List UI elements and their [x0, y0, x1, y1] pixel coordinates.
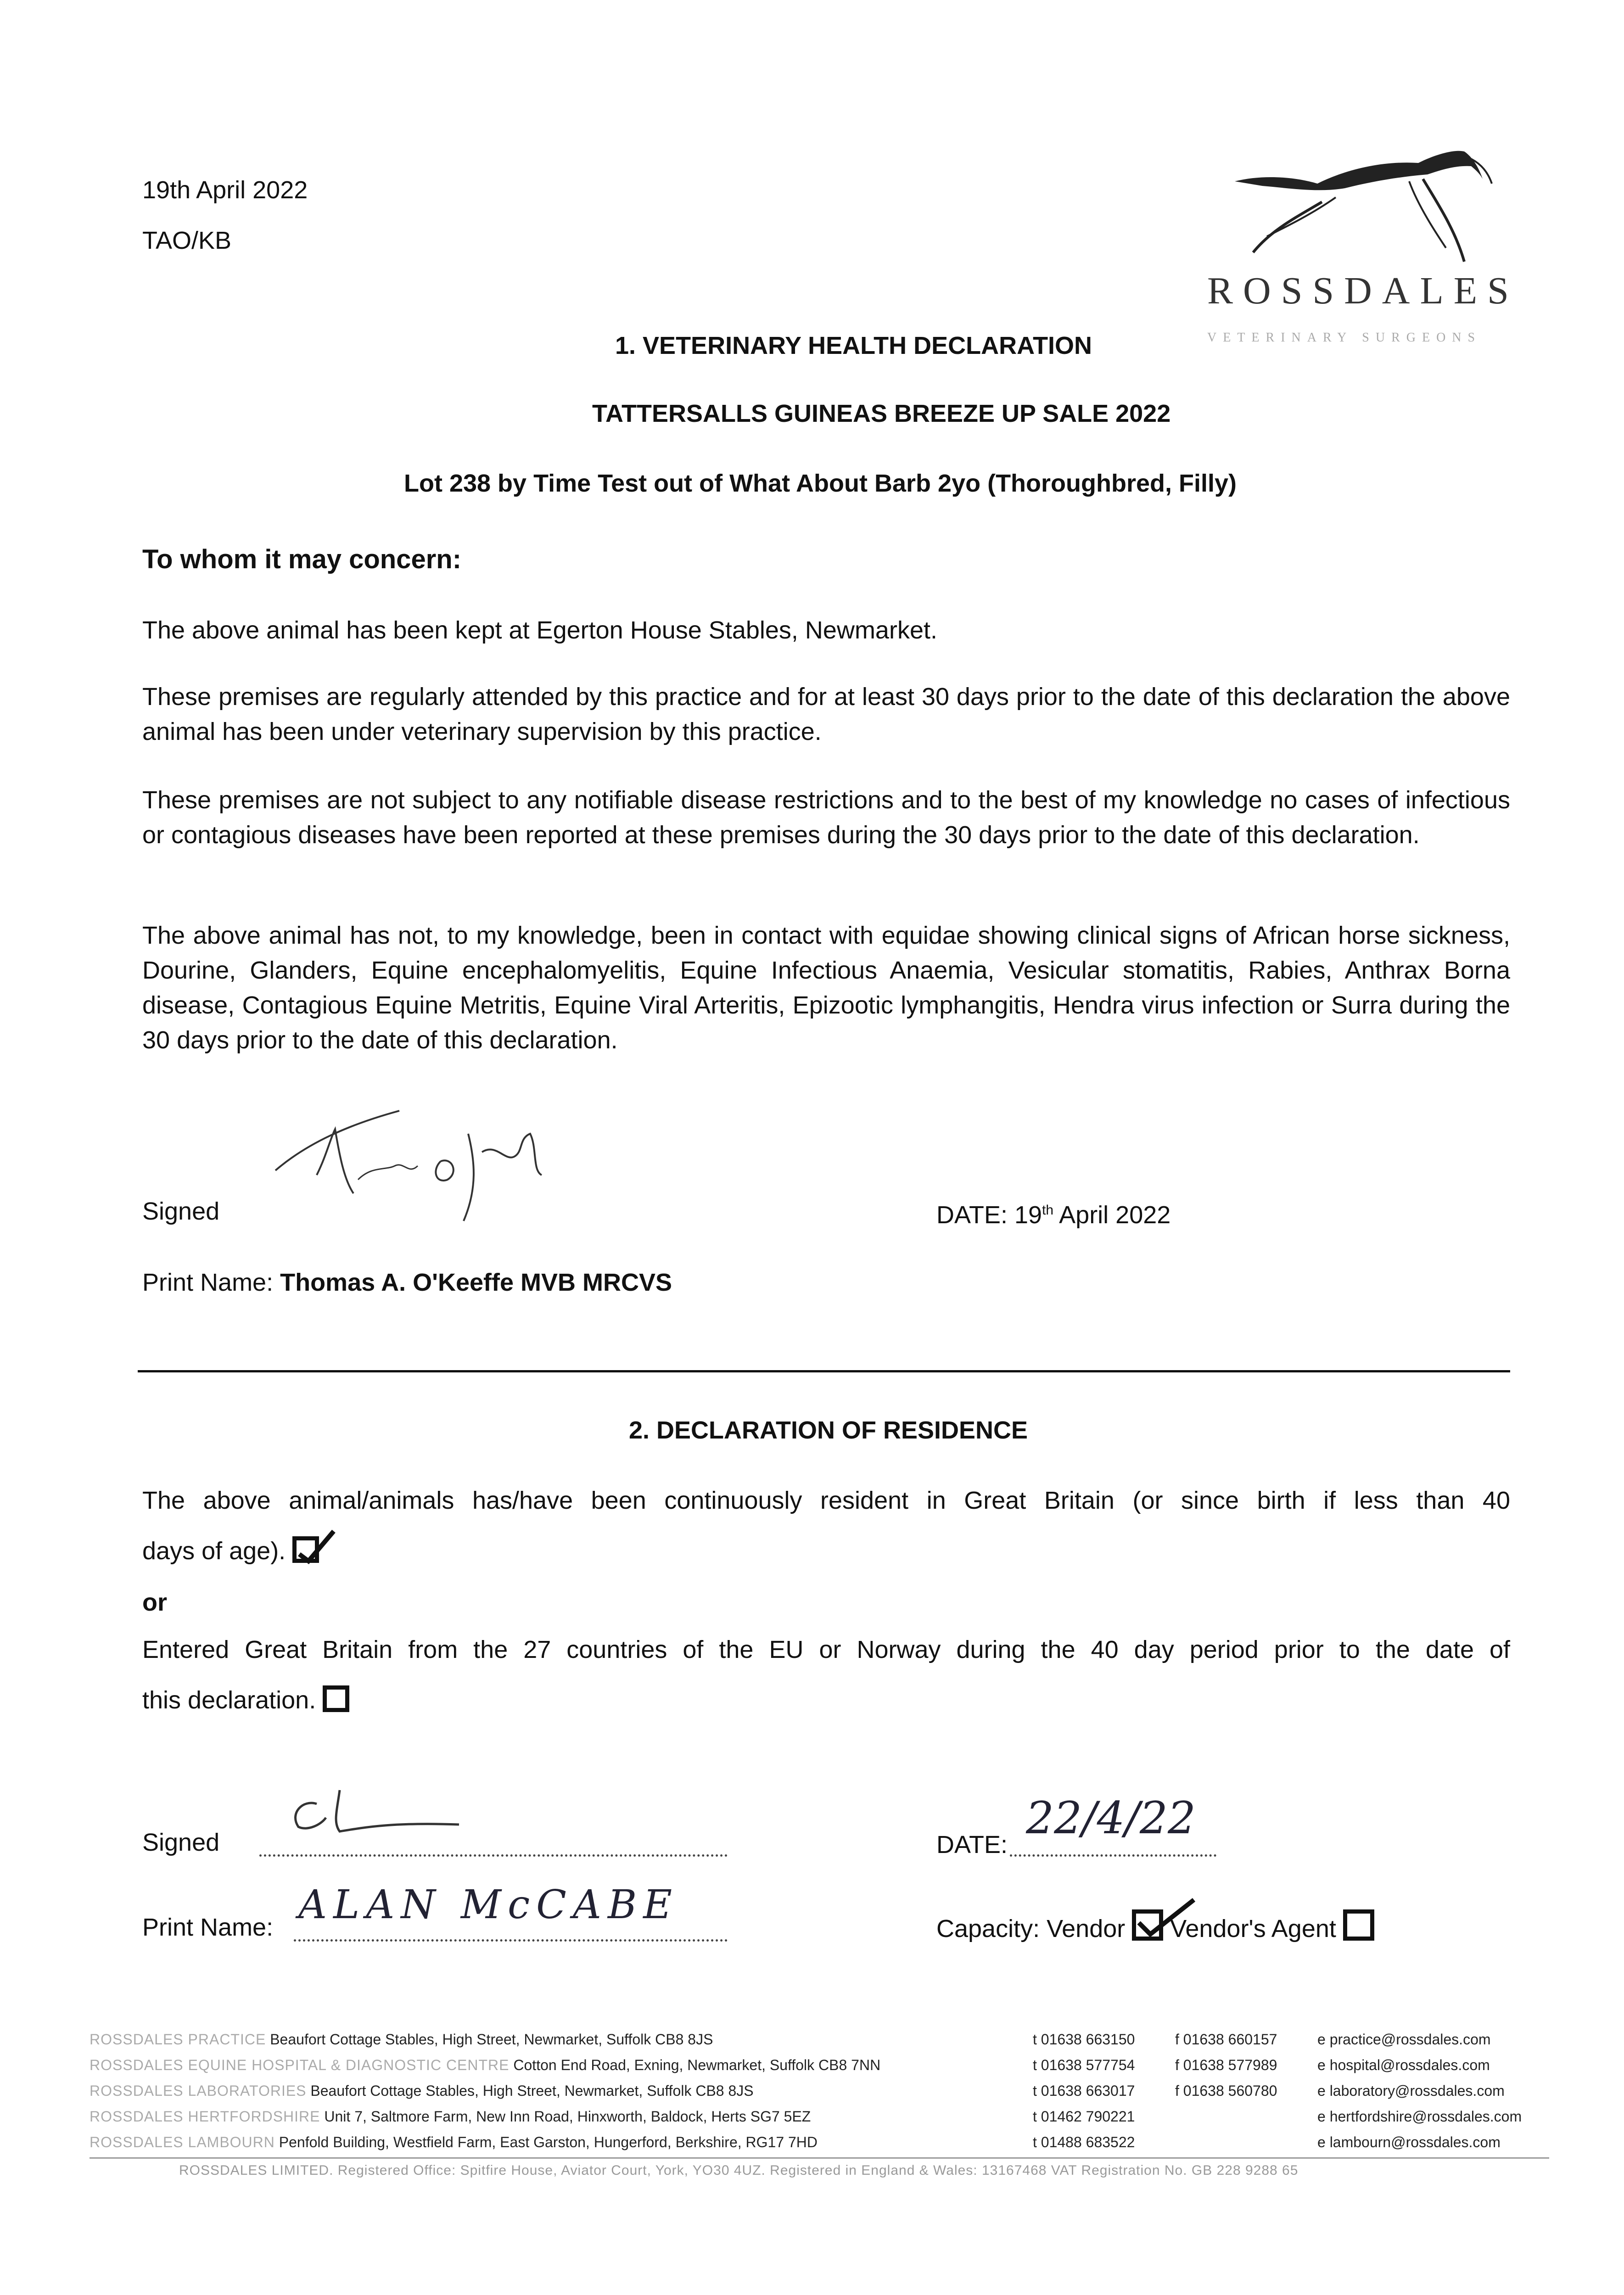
horse-logo-icon [1207, 138, 1529, 275]
footer-row: ROSSDALES LABORATORIES Beaufort Cottage Stables, High Street, Newmarket, Suffolk CB8 8JS [90, 2082, 754, 2099]
print-name-1: Print Name: Thomas A. O'Keeffe MVB MRCVS [142, 1269, 672, 1296]
rossdales-logo [1207, 138, 1529, 358]
checkbox-entered-gb[interactable] [323, 1685, 349, 1712]
signature-icon [266, 1088, 588, 1226]
signature-line-2 [259, 1854, 728, 1857]
residence-option2-line2: this declaration. [142, 1682, 349, 1718]
footer-divider [90, 2157, 1549, 2159]
footer-row: ROSSDALES HERTFORDSHIRE Unit 7, Saltmore Farm, New Inn Road, Hinxworth, Baldock, Herts SG7 5EZ [90, 2108, 811, 2125]
residence-option1-line1: The above animal/animals has/have been continuously resident in Great Britain (or since birth if less than 40 [142, 1487, 1510, 1514]
footer-address-block [90, 2026, 880, 2155]
letter-date: 19th April 2022 [142, 176, 308, 204]
lot-description: Lot 238 by Time Test out of What About Barb 2yo (Thoroughbred, Filly) [404, 470, 1237, 497]
reference-code: TAO/KB [142, 227, 232, 254]
date-field-1: DATE: 19th April 2022 [936, 1201, 1171, 1229]
logo-tagline: VETERINARY SURGEONS [1207, 330, 1482, 345]
check-mark-icon [295, 1527, 341, 1568]
logo-name: ROSSDALES [1207, 269, 1519, 312]
print-name-line-2 [294, 1939, 728, 1942]
signature-icon [275, 1781, 468, 1854]
section1-subtitle: TATTERSALLS GUINEAS BREEZE UP SALE 2022 [592, 400, 1171, 427]
date-value-2: 22/4/22 [1026, 1792, 1196, 1844]
footer-row: ROSSDALES PRACTICE Beaufort Cottage Stables, High Street, Newmarket, Suffolk CB8 8JS [90, 2031, 713, 2048]
section1-title: 1. VETERINARY HEALTH DECLARATION [615, 332, 1092, 359]
checkbox-resident-gb[interactable] [292, 1536, 319, 1563]
residence-option1-line2: days of age). [142, 1533, 319, 1569]
signed-label-1: Signed [142, 1198, 220, 1225]
footer-row: ROSSDALES EQUINE HOSPITAL & DIAGNOSTIC CENTRE Cotton End Road, Exning, Newmarket, Suffolk CB8 7NN [90, 2057, 881, 2073]
signed-label-2: Signed [142, 1829, 220, 1856]
print-name-label-2: Print Name: [142, 1914, 274, 1941]
section2-title: 2. DECLARATION OF RESIDENCE [629, 1416, 1028, 1444]
footer-row: ROSSDALES LAMBOURN Penfold Building, Westfield Farm, East Garston, Hungerford, Berkshire, RG17 7HD [90, 2134, 818, 2150]
check-mark-icon [1134, 1895, 1198, 1941]
vendor-signature [275, 1781, 468, 1854]
section-divider [138, 1370, 1510, 1372]
email-link[interactable]: e laboratory@rossdales.com [1317, 2082, 1505, 2099]
salutation: To whom it may concern: [142, 544, 462, 574]
paragraph-attended: These premises are regularly attended by this practice and for at least 30 days prior to the date of this declaration the above animal has been under veterinary supervision by this practice. [142, 683, 1510, 745]
email-link[interactable]: e practice@rossdales.com [1317, 2031, 1491, 2048]
registered-office: ROSSDALES LIMITED. Registered Office: Spitfire House, Aviator Court, York, YO30 4UZ. Registered in England & Wales: 13167468 VAT Registration No. GB 228 9288 65 [179, 2163, 1299, 2178]
paragraph-restrictions: These premises are not subject to any notifiable disease restrictions and to the best of my knowledge no cases of infectious or contagious diseases have been reported at these premises during the 30 days prior to the date of this declaration. [142, 786, 1510, 849]
checkbox-vendors-agent[interactable] [1343, 1909, 1374, 1941]
checkbox-vendor[interactable] [1132, 1909, 1163, 1941]
footer-email-column [1317, 2026, 1522, 2155]
email-link[interactable]: e hertfordshire@rossdales.com [1317, 2108, 1522, 2125]
paragraph-kept: The above animal has been kept at Egerton House Stables, Newmarket. [142, 616, 937, 644]
footer-fax-column: f 01638 660157 f 01638 577989 f 01638 560780 [1175, 2031, 1277, 2099]
footer-telephone-column: t 01638 663150 t 01638 577754 t 01638 663017 t 01462 790221 t 01488 683522 [1033, 2031, 1135, 2150]
email-link[interactable]: e lambourn@rossdales.com [1317, 2134, 1501, 2150]
paragraph-contact: The above animal has not, to my knowledge, been in contact with equidae showing clinical signs of African horse sickness, Dourine, Glanders, Equine encephalomyelitis, Equine Infectious Anaemia, Vesicular stomatitis, Rabies, Anthrax Borna disease, Contagious Equine Metritis, Equine Viral Arteritis, Epizootic lymphangitis, Hendra virus infection or Surra during the 30 days prior to the date of this declaration. [142, 922, 1510, 1054]
email-link[interactable]: e hospital@rossdales.com [1317, 2057, 1490, 2073]
capacity-row: Capacity: Vendor Vendor's Agent [936, 1909, 1374, 1947]
vet-signature [266, 1088, 588, 1226]
print-name-value-2: ALAN McCABE [298, 1882, 679, 1928]
date-line-2 [1010, 1854, 1216, 1857]
or-label: or [142, 1589, 167, 1616]
residence-option2-line1: Entered Great Britain from the 27 countries of the EU or Norway during the 40 day period prior to the date of [142, 1636, 1510, 1663]
date-label-2: DATE: [936, 1831, 1008, 1858]
